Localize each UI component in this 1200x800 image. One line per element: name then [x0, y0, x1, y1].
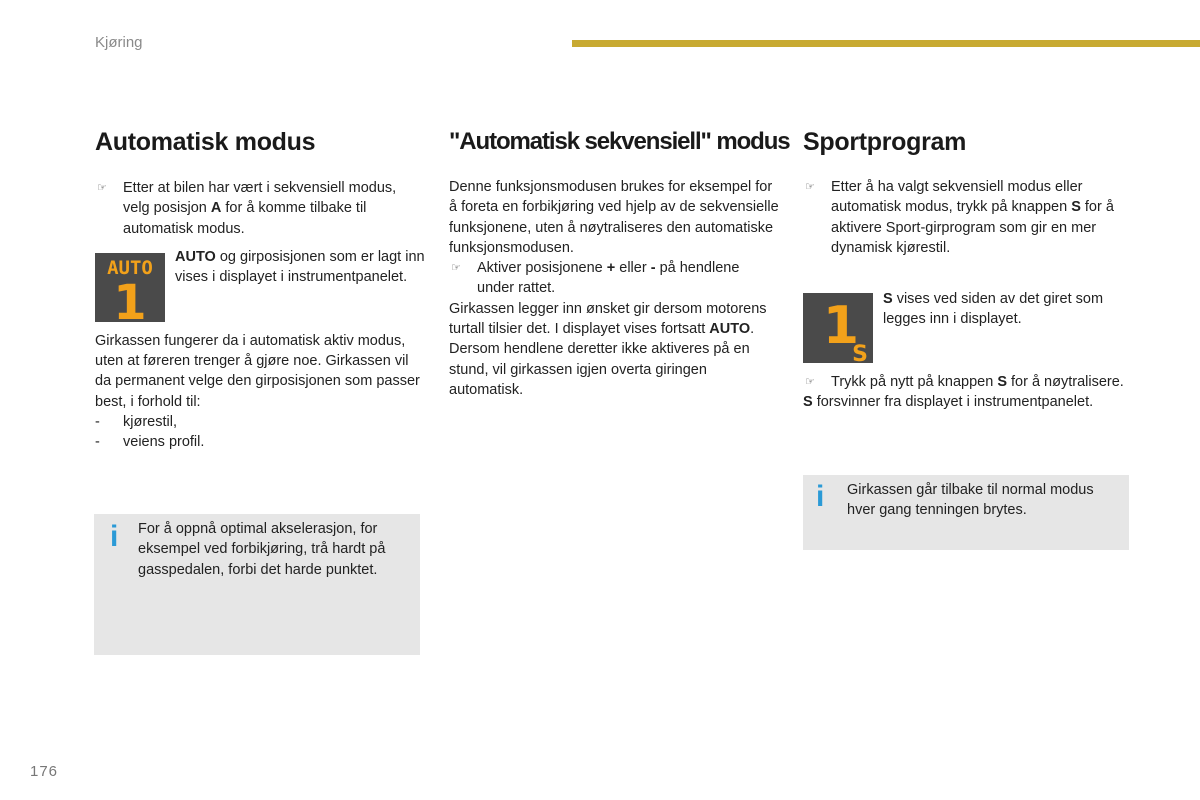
display-gear-digit: 1	[822, 296, 860, 357]
instruction-bullet: ☞ Etter å ha valgt sekvensiell modus eller automatisk modus, trykk på knappen S for å aktivere Sport-girprogram som gir en mer dynamisk kjørestil.	[805, 179, 1114, 256]
paragraph-sequential-intro: Denne funksjonsmodusen brukes for eksempel for å foreta en forbikjøring ved hjelp av de sekvensielle funksjonene, uten å nøytraliseres den automatiske funksjonsmodusen.	[449, 179, 779, 256]
display-gear-digit: 1	[113, 274, 147, 322]
display-sport-row	[803, 293, 1133, 363]
info-icon: i	[110, 520, 119, 553]
info-box-acceleration	[94, 514, 420, 655]
finger-pointer-icon: ☞	[97, 182, 107, 194]
display-sport-letter: S	[852, 342, 868, 364]
instruction-bullet: ☞ Etter at bilen har vært i sekvensiell modus, velg posisjon A for å komme tilbake til automatisk modus.	[97, 180, 397, 237]
header-accent-bar	[572, 40, 1200, 47]
instruction-bullet: ☞ Trykk på nytt på knappen S for å nøytralisere.	[803, 372, 1133, 392]
paragraph-sequential-return: Dersom hendlene deretter ikke aktiveres på en stund, vil girkassen igjen overta giringen automatisk.	[449, 341, 750, 398]
info-text: Girkassen går tilbake til normal modus hver gang tenningen brytes.	[847, 482, 1094, 519]
column-sport-program	[803, 126, 1133, 413]
sport-gear-display-image	[803, 293, 873, 363]
list-item: - kjørestil,	[95, 414, 177, 431]
info-box-normal-mode	[803, 475, 1129, 550]
sport-1-s-display-icon	[803, 293, 873, 363]
paragraph-sport-off: S forsvinner fra displayet i instrumentpanelet.	[803, 394, 1094, 411]
heading-sport-program: Sportprogram	[803, 128, 967, 156]
finger-pointer-icon: ☞	[805, 376, 815, 389]
paragraph-sequential-gear: Girkassen legger inn ønsket gir dersom motorens turtall tilsier det. I displayet vises fortsatt AUTO.	[449, 300, 767, 338]
column-automatic-mode	[95, 126, 425, 453]
heading-sequential-mode: "Automatisk sekvensiell" modus	[449, 128, 790, 155]
paragraph-auto-mode: Girkassen fungerer da i automatisk aktiv modus, uten at føreren trenger å gjøre noe. Girkassen vil da permanent velge den girposisjonen som passer best, i forhold til:	[95, 332, 420, 410]
info-text: For å oppnå optimal akselerasjon, for eksempel ved forbikjøring, trå hardt på gasspedalen, forbi det harde punktet.	[138, 521, 386, 578]
finger-pointer-icon: ☞	[805, 181, 815, 193]
display-auto-text: AUTO	[107, 256, 153, 279]
heading-automatic-mode: Automatisk modus	[95, 128, 316, 156]
page-number: 176	[30, 763, 59, 780]
display-auto-row	[95, 248, 425, 322]
display-caption: AUTO og girposisjonen som er lagt inn vises i displayet i instrumentpanelet.	[175, 248, 425, 286]
auto-1-display-icon	[95, 253, 165, 322]
display-caption: S vises ved siden av det giret som legges inn i displayet.	[883, 291, 1104, 328]
finger-pointer-icon: ☞	[451, 262, 461, 275]
auto-gear-display-image	[95, 253, 165, 322]
column-sequential-mode	[449, 126, 790, 400]
section-label: Kjøring	[95, 34, 143, 51]
instruction-bullet: ☞ Aktiver posisjonene + eller - på hendlene under rattet.	[451, 260, 740, 297]
info-icon: i	[816, 480, 825, 513]
list-item: - veiens profil.	[95, 434, 205, 451]
